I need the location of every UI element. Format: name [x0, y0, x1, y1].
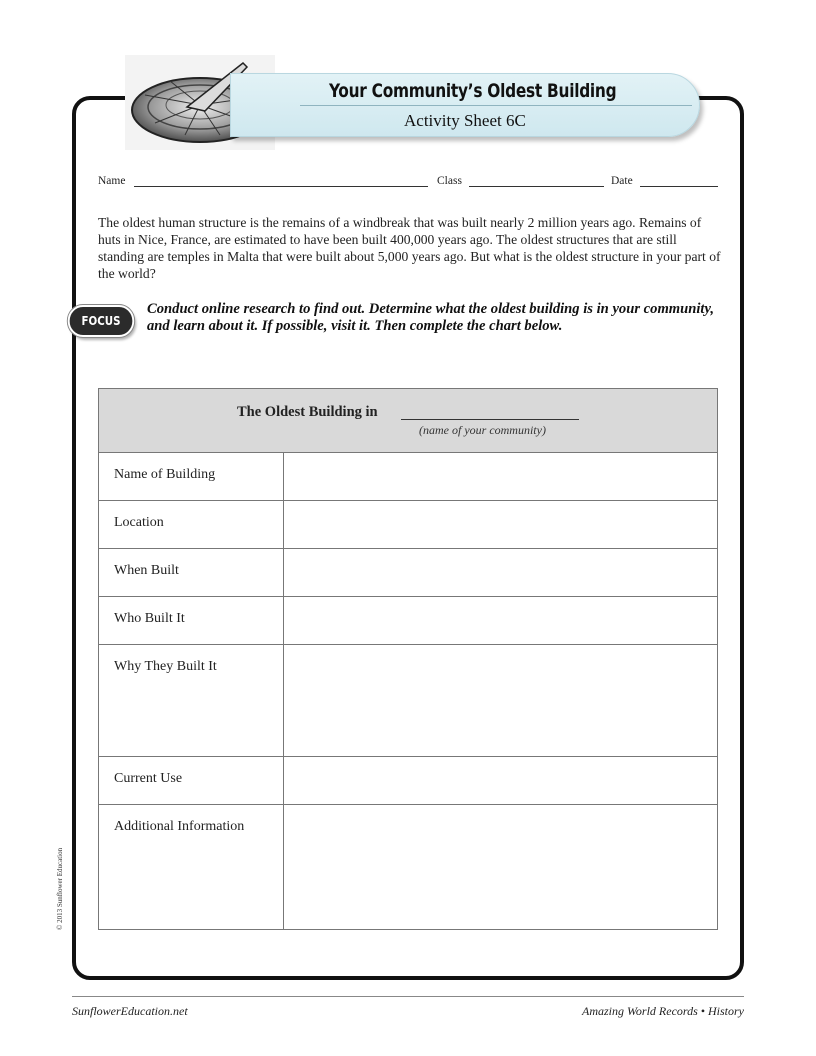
table-row: [99, 549, 717, 597]
chart-caption: (name of your community): [419, 423, 546, 437]
row-label: Why They Built It: [99, 645, 284, 756]
table-row: [99, 645, 717, 757]
answer-cell[interactable]: [284, 805, 717, 929]
research-chart: [98, 388, 718, 930]
title-divider: [300, 105, 692, 106]
answer-cell[interactable]: [284, 549, 717, 596]
row-label: Location: [99, 501, 284, 548]
activity-sheet-label: Activity Sheet 6C: [404, 111, 526, 130]
table-row: [99, 597, 717, 645]
date-field[interactable]: [640, 186, 718, 187]
chart-header: [99, 389, 717, 453]
class-label: Class: [437, 175, 462, 187]
focus-instructions: Conduct online research to find out. Determine what the oldest building is in your community, and learn about it. If possible, visit it. Then complete the chart below.: [147, 301, 715, 334]
name-label: Name: [98, 175, 126, 187]
row-label: Who Built It: [99, 597, 284, 644]
name-field[interactable]: [134, 186, 428, 187]
student-fields: [98, 175, 718, 193]
copyright-notice: © 2013 Sunflower Education: [56, 847, 64, 930]
table-row: [99, 501, 717, 549]
answer-cell[interactable]: [284, 645, 717, 756]
table-row: [99, 453, 717, 501]
page-title: Your Community’s Oldest Building: [329, 80, 617, 102]
community-name-field[interactable]: [401, 419, 579, 420]
row-label: Name of Building: [99, 453, 284, 500]
table-row: [99, 805, 717, 929]
table-row: [99, 757, 717, 805]
row-label: Additional Information: [99, 805, 284, 929]
class-field[interactable]: [469, 186, 604, 187]
footer-divider: [72, 996, 744, 997]
footer-series: Amazing World Records • History: [582, 1004, 744, 1018]
answer-cell[interactable]: [284, 501, 717, 548]
row-label: Current Use: [99, 757, 284, 804]
focus-badge: FOCUS: [68, 305, 135, 337]
footer-website: SunflowerEducation.net: [72, 1004, 188, 1018]
answer-cell[interactable]: [284, 597, 717, 644]
answer-cell[interactable]: [284, 757, 717, 804]
answer-cell[interactable]: [284, 453, 717, 500]
chart-title: The Oldest Building in: [237, 404, 378, 420]
row-label: When Built: [99, 549, 284, 596]
date-label: Date: [611, 175, 633, 187]
intro-paragraph: The oldest human structure is the remains of a windbreak that was built nearly 2 million years ago. Remains of huts in Nice, France, are estimated to have been built 400,000 years ago. The oldest structures that are still standing are temples in Malta that were built about 5,000 years ago. But what is the oldest structure in your part of the world?: [98, 215, 721, 281]
